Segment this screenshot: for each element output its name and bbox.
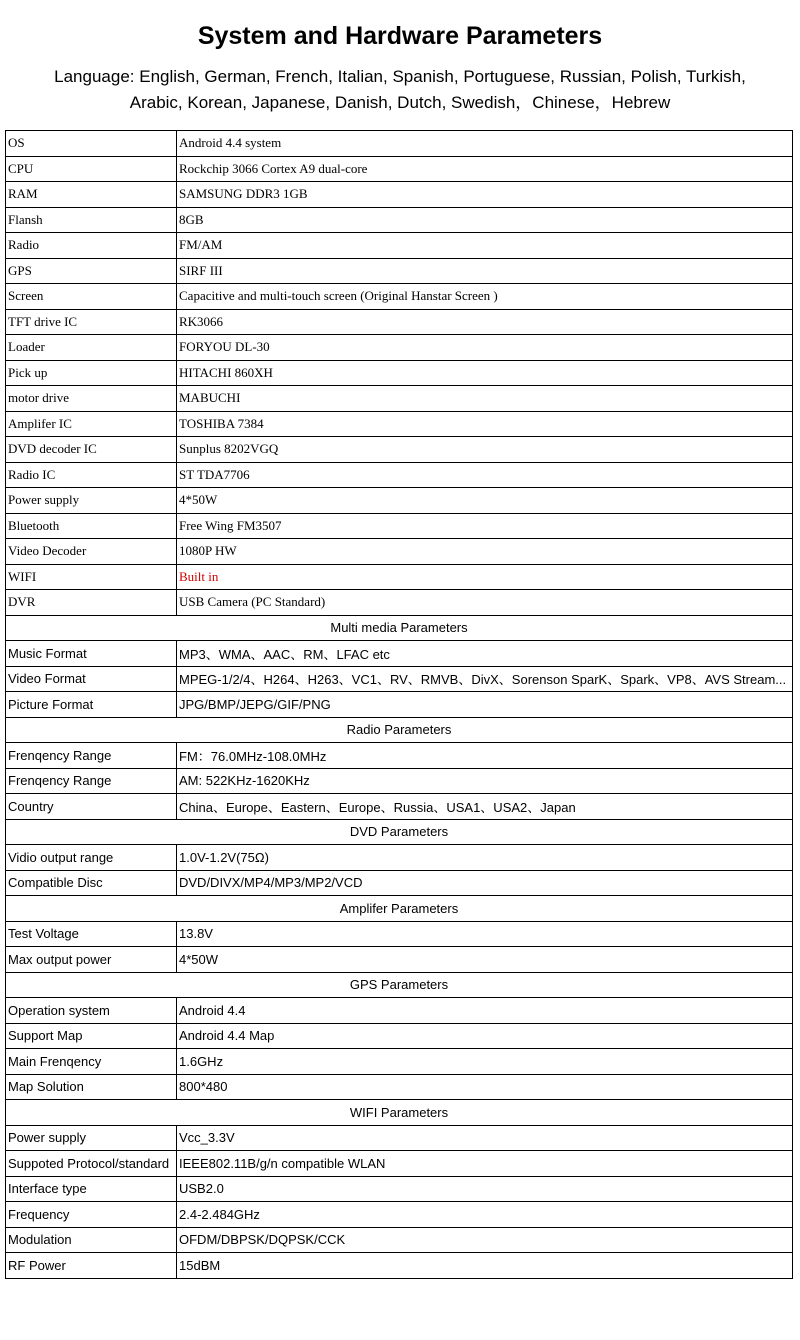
param-value: Sunplus 8202VGQ — [177, 437, 793, 463]
section-heading: Amplifer Parameters — [6, 896, 793, 922]
param-label: Country — [6, 794, 177, 820]
table-row — [6, 1253, 793, 1279]
page-title: System and Hardware Parameters — [197, 22, 603, 50]
param-label: Video Decoder — [6, 539, 177, 565]
table-row — [6, 1202, 793, 1228]
table-row — [6, 437, 793, 463]
param-value: MPEG-1/2/4、H264、H263、VC1、RV、RMVB、DivX、Sorenson SparK、Spark、VP8、AVS Stream... — [177, 666, 793, 692]
param-value: 8GB — [177, 207, 793, 233]
system-section — [6, 131, 793, 616]
param-value: DVD/DIVX/MP4/MP3/MP2/VCD — [177, 870, 793, 896]
param-label: OS — [6, 131, 177, 157]
param-label: Radio IC — [6, 462, 177, 488]
section-heading-row — [6, 1100, 793, 1126]
section-heading: GPS Parameters — [6, 972, 793, 998]
param-value: 800*480 — [177, 1074, 793, 1100]
param-value: China、Europe、Eastern、Europe、Russia、USA1、USA2、Japan — [177, 794, 793, 820]
table-row — [6, 947, 793, 973]
param-label: Frequency — [6, 1202, 177, 1228]
section-heading-row — [6, 819, 793, 845]
param-label: Support Map — [6, 1023, 177, 1049]
param-label: Amplifer IC — [6, 411, 177, 437]
param-value: MABUCHI — [177, 386, 793, 412]
param-label: Video Format — [6, 666, 177, 692]
section-heading: DVD Parameters — [6, 819, 793, 845]
language-line: Language: English, German, French, Italian, Spanish, Portuguese, Russian, Polish, Turkish, — [54, 67, 746, 86]
table-row — [6, 845, 793, 871]
param-value: AM: 522KHz-1620KHz — [177, 768, 793, 794]
param-label: Frenqency Range — [6, 768, 177, 794]
param-label: Vidio output range — [6, 845, 177, 871]
table-row — [6, 692, 793, 718]
table-row — [6, 411, 793, 437]
param-label: Interface type — [6, 1176, 177, 1202]
param-value: ST TDA7706 — [177, 462, 793, 488]
param-value: FM/AM — [177, 233, 793, 259]
table-row — [6, 233, 793, 259]
section-heading-row — [6, 717, 793, 743]
table-row — [6, 1125, 793, 1151]
param-value: Vcc_3.3V — [177, 1125, 793, 1151]
table-row — [6, 156, 793, 182]
language-list — [10, 64, 790, 116]
param-label: Radio — [6, 233, 177, 259]
section-heading: Radio Parameters — [6, 717, 793, 743]
table-row — [6, 1074, 793, 1100]
param-value: Android 4.4 — [177, 998, 793, 1024]
table-row — [6, 590, 793, 616]
table-row — [6, 335, 793, 361]
table-row — [6, 513, 793, 539]
table-row — [6, 360, 793, 386]
param-value: Built in — [177, 564, 793, 590]
param-label: Modulation — [6, 1227, 177, 1253]
param-label: motor drive — [6, 386, 177, 412]
param-label: Pick up — [6, 360, 177, 386]
table-row — [6, 131, 793, 157]
table-row — [6, 1049, 793, 1075]
table-row — [6, 921, 793, 947]
table-row — [6, 207, 793, 233]
param-value: 1080P HW — [177, 539, 793, 565]
param-value: 1.6GHz — [177, 1049, 793, 1075]
table-row — [6, 488, 793, 514]
spec-table — [5, 130, 793, 1279]
param-label: RF Power — [6, 1253, 177, 1279]
param-value: 4*50W — [177, 488, 793, 514]
dvd-section — [6, 819, 793, 896]
param-label: RAM — [6, 182, 177, 208]
table-row — [6, 1151, 793, 1177]
table-row — [6, 386, 793, 412]
param-value: 13.8V — [177, 921, 793, 947]
param-label: Bluetooth — [6, 513, 177, 539]
param-label: Screen — [6, 284, 177, 310]
table-row — [6, 462, 793, 488]
section-heading: Multi media Parameters — [6, 615, 793, 641]
param-value: Android 4.4 system — [177, 131, 793, 157]
section-heading-row — [6, 615, 793, 641]
table-row — [6, 1176, 793, 1202]
param-label: Flansh — [6, 207, 177, 233]
table-row — [6, 666, 793, 692]
table-row — [6, 309, 793, 335]
param-label: GPS — [6, 258, 177, 284]
param-label: Compatible Disc — [6, 870, 177, 896]
param-value: SIRF III — [177, 258, 793, 284]
param-label: Test Voltage — [6, 921, 177, 947]
section-heading-row — [6, 972, 793, 998]
param-value: 1.0V-1.2V(75Ω) — [177, 845, 793, 871]
param-value: 4*50W — [177, 947, 793, 973]
param-label: TFT drive IC — [6, 309, 177, 335]
table-row — [6, 284, 793, 310]
param-label: Main Frenqency — [6, 1049, 177, 1075]
param-value: SAMSUNG DDR3 1GB — [177, 182, 793, 208]
param-value: Rockchip 3066 Cortex A9 dual-core — [177, 156, 793, 182]
table-row — [6, 743, 793, 769]
param-label: WIFI — [6, 564, 177, 590]
param-label: Picture Format — [6, 692, 177, 718]
table-row — [6, 564, 793, 590]
param-label: Max output power — [6, 947, 177, 973]
multimedia-section — [6, 615, 793, 717]
table-row — [6, 1023, 793, 1049]
param-value: TOSHIBA 7384 — [177, 411, 793, 437]
param-label: CPU — [6, 156, 177, 182]
table-row — [6, 1227, 793, 1253]
param-label: Suppoted Protocol/standard — [6, 1151, 177, 1177]
table-row — [6, 258, 793, 284]
section-heading-row — [6, 896, 793, 922]
table-row — [6, 641, 793, 667]
table-row — [6, 768, 793, 794]
param-value: USB2.0 — [177, 1176, 793, 1202]
param-value: 15dBM — [177, 1253, 793, 1279]
param-value: 2.4-2.484GHz — [177, 1202, 793, 1228]
param-value: Free Wing FM3507 — [177, 513, 793, 539]
param-label: Map Solution — [6, 1074, 177, 1100]
param-value: Android 4.4 Map — [177, 1023, 793, 1049]
amplifier-section — [6, 896, 793, 973]
param-value: JPG/BMP/JEPG/GIF/PNG — [177, 692, 793, 718]
radio-section — [6, 717, 793, 819]
param-value: RK3066 — [177, 309, 793, 335]
param-label: Operation system — [6, 998, 177, 1024]
wifi-section — [6, 1100, 793, 1279]
table-row — [6, 870, 793, 896]
param-label: Loader — [6, 335, 177, 361]
param-value: IEEE802.11B/g/n compatible WLAN — [177, 1151, 793, 1177]
param-label: DVR — [6, 590, 177, 616]
param-label: Power supply — [6, 1125, 177, 1151]
param-value: USB Camera (PC Standard) — [177, 590, 793, 616]
section-heading: WIFI Parameters — [6, 1100, 793, 1126]
param-value: OFDM/DBPSK/DQPSK/CCK — [177, 1227, 793, 1253]
gps-section — [6, 972, 793, 1100]
param-label: Music Format — [6, 641, 177, 667]
table-row — [6, 182, 793, 208]
table-row — [6, 539, 793, 565]
param-value: HITACHI 860XH — [177, 360, 793, 386]
param-value: MP3、WMA、AAC、RM、LFAC etc — [177, 641, 793, 667]
language-line: Arabic, Korean, Japanese, Danish, Dutch, Swedish，Chinese，Hebrew — [129, 93, 671, 112]
param-label: Frenqency Range — [6, 743, 177, 769]
param-value: FM：76.0MHz-108.0MHz — [177, 743, 793, 769]
param-value: Capacitive and multi-touch screen (Original Hanstar Screen ) — [177, 284, 793, 310]
table-row — [6, 794, 793, 820]
param-value: FORYOU DL-30 — [177, 335, 793, 361]
param-label: DVD decoder IC — [6, 437, 177, 463]
table-row — [6, 998, 793, 1024]
param-label: Power supply — [6, 488, 177, 514]
